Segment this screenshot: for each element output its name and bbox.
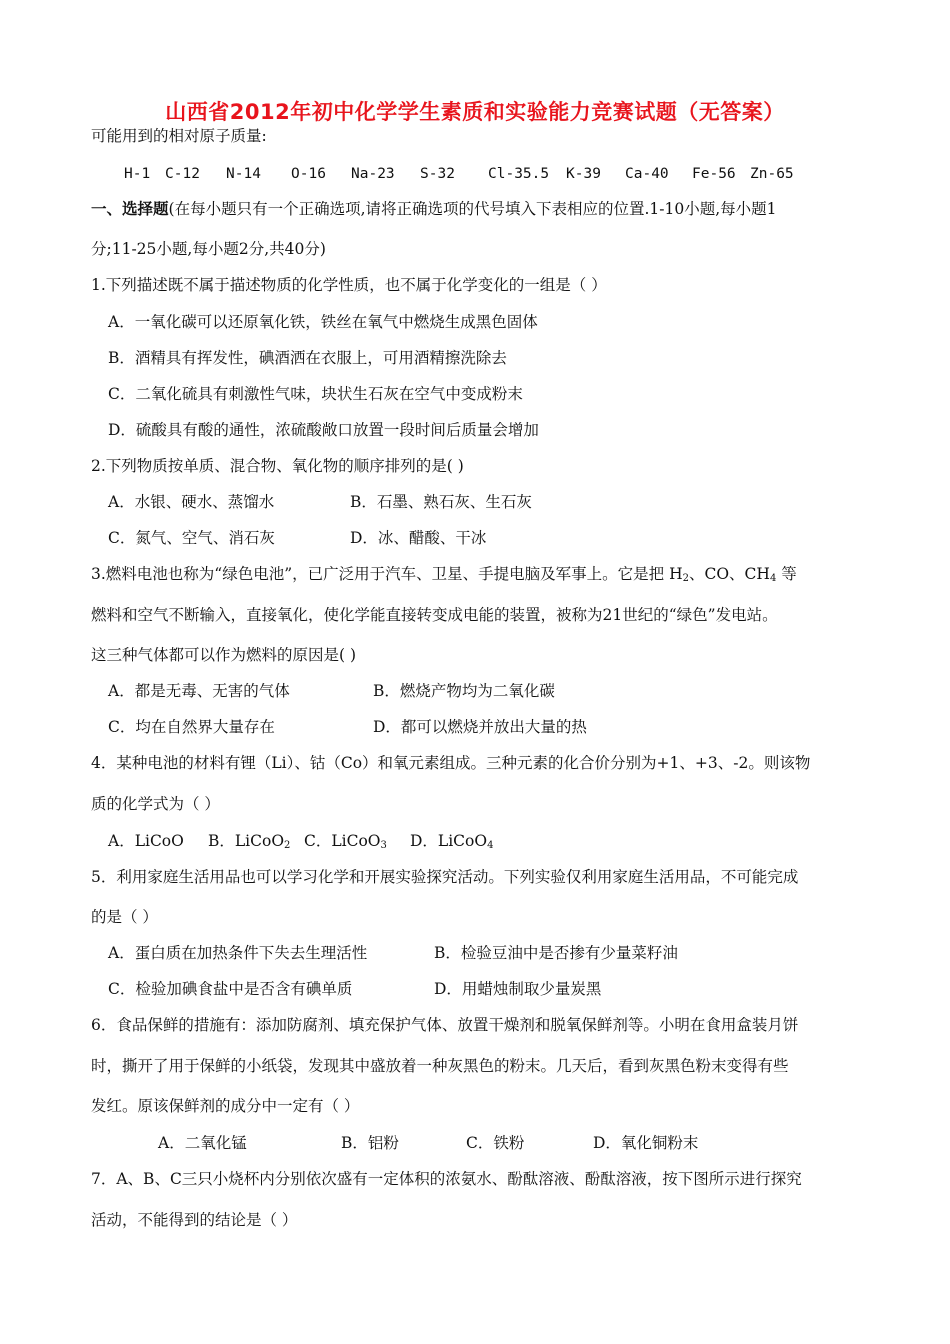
q4-option-subscript: 3 (380, 840, 387, 851)
q6-stem-line-1: 6．食品保鲜的措施有：添加防腐剂、填充保护气体、放置干燥剂和脱氧保鲜剂等。小明在食用盒装月饼 (91, 1016, 799, 1034)
q6-option-c: C．铁粉 (466, 1134, 525, 1152)
section-instruction: (在每小题只有一个正确选项,请将正确选项的代号填入下表相应的位置.1-10小题,每小题1 (168, 200, 777, 218)
q5-stem-line-1: 5．利用家庭生活用品也可以学习化学和开展实验探究活动。下列实验仅利用家庭生活用品，不可能完成 (91, 868, 799, 886)
q4-stem-line-2: 质的化学式为（ ） (91, 795, 220, 813)
atomic-mass-item: S-32 (420, 166, 455, 182)
q4-option-a (108, 831, 184, 851)
atomic-mass-item: Fe-56 (692, 166, 736, 182)
q3-stem-line-1 (91, 564, 797, 589)
q4-option-b (208, 831, 290, 856)
q4-option-text: A．LiCoO (108, 832, 184, 850)
atomic-mass-item: Ca-40 (625, 166, 669, 182)
exam-title: 山西省2012年初中化学学生素质和实验能力竞赛试题（无答案） (165, 100, 785, 124)
q4-option-text: B．LiCoO (208, 832, 285, 850)
q5-stem-line-2: 的是（ ） (91, 908, 158, 926)
q1-option-a: A．一氧化碳可以还原氧化铁，铁丝在氧气中燃烧生成黑色固体 (108, 313, 538, 331)
q3-option-b: B．燃烧产物均为二氧化碳 (373, 682, 555, 700)
q1-option-c: C．二氧化硫具有刺激性气味，块状生石灰在空气中变成粉末 (108, 385, 523, 403)
q1-stem: 1.下列描述既不属于描述物质的化学性质，也不属于化学变化的一组是（ ） (91, 276, 607, 294)
q3-option-c: C．均在自然界大量存在 (108, 718, 275, 736)
section-instruction-cont: 分;11-25小题,每小题2分,共40分) (91, 240, 326, 258)
atomic-mass-item: C-12 (165, 166, 200, 182)
q6-option-b: B．铝粉 (341, 1134, 399, 1152)
q3-stem-line-3: 这三种气体都可以作为燃料的原因是( ) (91, 646, 357, 664)
atomic-mass-item: H-1 (124, 166, 151, 182)
q2-option-b: B．石墨、熟石灰、生石灰 (350, 493, 532, 511)
q3-stem-text: 3.燃料电池也称为“绿色电池”，已广泛用于汽车、卫星、手提电脑及军事上。它是把 (91, 565, 665, 583)
q4-option-subscript: 4 (487, 840, 494, 851)
q1-option-b: B．酒精具有挥发性，碘酒洒在衣服上，可用酒精擦洗除去 (108, 349, 507, 367)
q2-stem: 2.下列物质按单质、混合物、氧化物的顺序排列的是( ) (91, 457, 464, 475)
q6-stem-line-3: 发红。原该保鲜剂的成分中一定有（ ） (91, 1097, 360, 1115)
atomic-mass-list (124, 164, 806, 184)
q5-option-c: C．检验加碘食盐中是否含有碘单质 (108, 980, 353, 998)
q1-option-d: D．硫酸具有酸的通性，浓硫酸敞口放置一段时间后质量会增加 (108, 421, 539, 439)
atomic-mass-item: N-14 (226, 166, 261, 182)
q3-option-a: A．都是无毒、无害的气体 (108, 682, 290, 700)
atomic-mass-item: Cl-35.5 (488, 166, 550, 182)
q5-option-a: A．蛋白质在加热条件下失去生理活性 (108, 944, 368, 962)
atomic-mass-item: O-16 (291, 166, 326, 182)
q2-option-c: C．氮气、空气、消石灰 (108, 529, 275, 547)
q4-stem-line-1: 4．某种电池的材料有锂（Li）、钴（Co）和氧元素组成。三种元素的化合价分别为+1、+3、-2。则该物 (91, 754, 811, 772)
q6-option-a: A．二氧化锰 (158, 1134, 247, 1152)
formula-subscript: 2 (682, 573, 689, 584)
section-line-1 (91, 199, 777, 219)
atomic-mass-item: K-39 (566, 166, 601, 182)
q7-stem-line-1: 7．A、B、C三只小烧杯内分别依次盛有一定体积的浓氨水、酚酞溶液、酚酞溶液，按下图所示进行探究 (91, 1170, 802, 1188)
q3-stem-tail: 等 (781, 565, 797, 583)
q4-option-d (410, 831, 493, 856)
q6-stem-line-2: 时，撕开了用于保鲜的小纸袋，发现其中盛放着一种灰黑色的粉末。几天后，看到灰黑色粉末变得有些 (91, 1057, 789, 1075)
q4-option-subscript: 2 (284, 840, 291, 851)
section-heading: 一、选择题 (91, 199, 169, 218)
q6-option-d: D．氧化铜粉末 (593, 1134, 699, 1152)
q2-option-a: A．水银、硬水、蒸馏水 (108, 493, 275, 511)
formula-text: 、CO、CH (688, 565, 770, 583)
formula-subscript: 4 (769, 573, 777, 584)
q5-option-b: B．检验豆油中是否掺有少量菜籽油 (434, 944, 678, 962)
q5-option-d: D．用蜡烛制取少量炭黑 (434, 980, 602, 998)
q2-option-d: D．冰、醋酸、干冰 (350, 529, 487, 547)
q3-stem-line-2: 燃料和空气不断输入，直接氧化，使化学能直接转变成电能的装置，被称为21世纪的“绿色”发电站。 (91, 606, 778, 624)
q4-option-text: D．LiCoO (410, 832, 488, 850)
q3-option-d: D．都可以燃烧并放出大量的热 (373, 718, 587, 736)
formula-text: H (669, 565, 683, 583)
atomic-mass-item: Zn-65 (750, 166, 794, 182)
q4-option-text: C．LiCoO (304, 832, 381, 850)
q7-stem-line-2: 活动，不能得到的结论是（ ） (91, 1211, 298, 1229)
q3-formula-h2 (669, 565, 689, 583)
atomic-mass-intro: 可能用到的相对原子质量: (91, 127, 267, 145)
atomic-mass-item: Na-23 (351, 166, 395, 182)
q4-option-c (304, 831, 387, 856)
